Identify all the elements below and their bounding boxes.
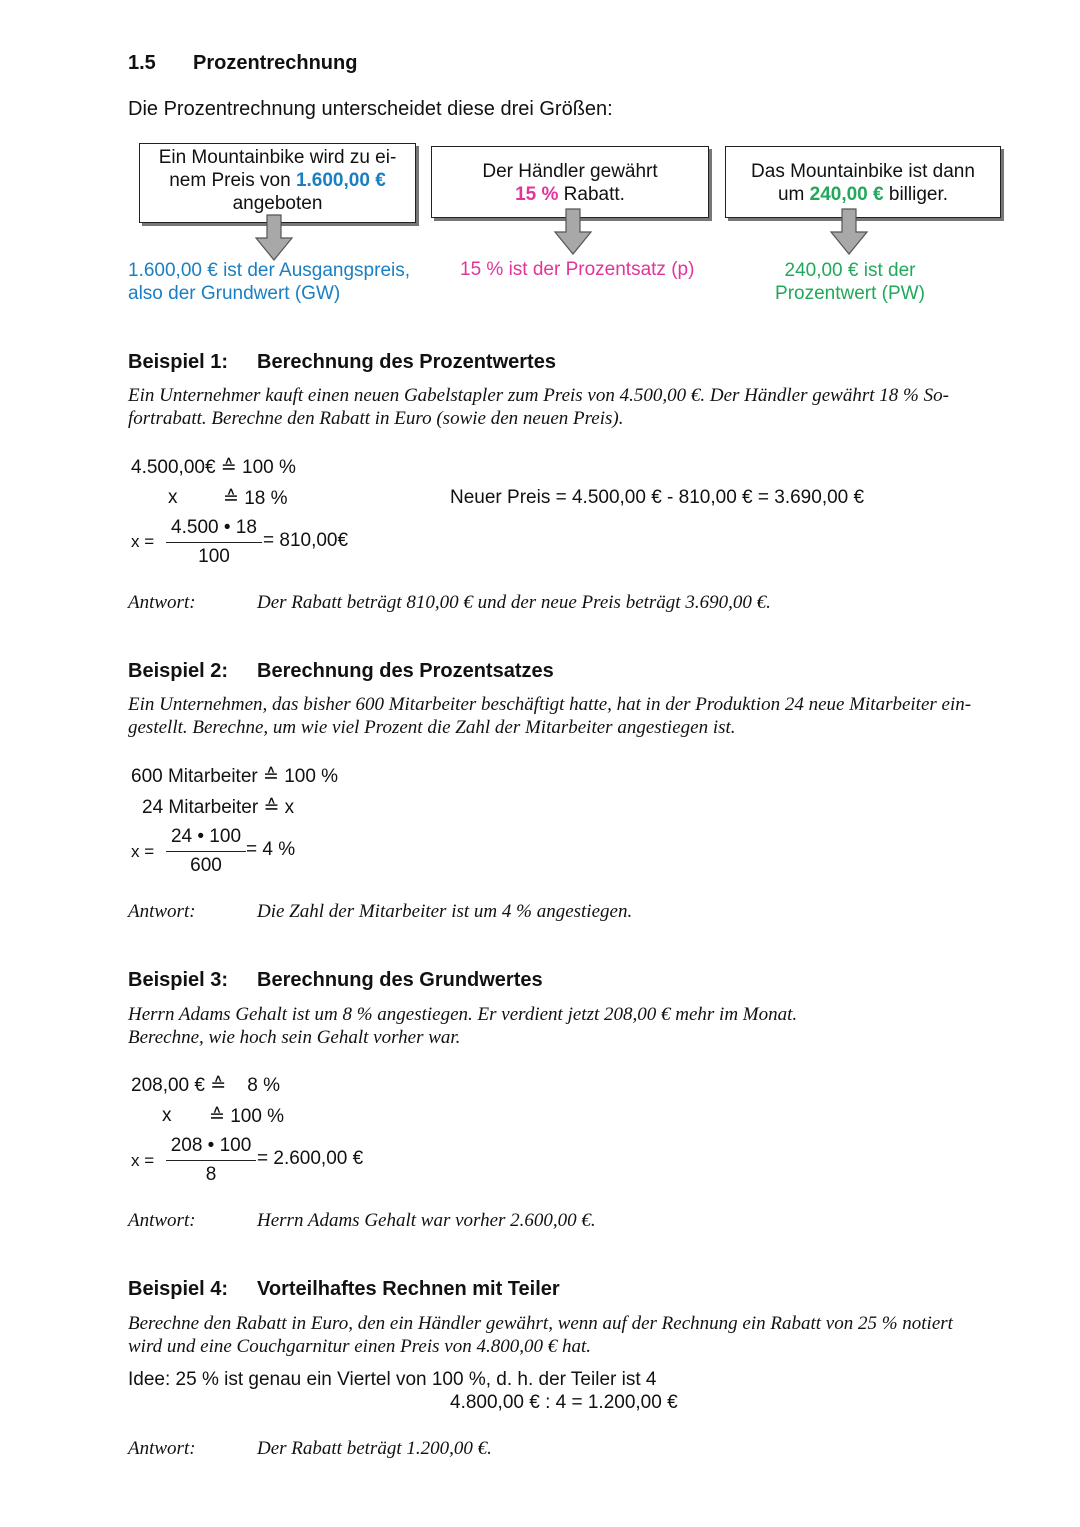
box2-line1: Der Händler gewährt	[482, 161, 658, 182]
ex2-proportion-row1: 600 Mitarbeiter ≙ 100 %	[131, 766, 339, 787]
ex1-proportion-row2: ≙ 18 %	[223, 488, 288, 509]
ex1-fraction-line	[166, 542, 262, 543]
prozentsatz-label: 15 % ist der Prozentsatz (p)	[460, 259, 695, 280]
example3-label: Beispiel 3:	[128, 969, 229, 991]
grundwert-label-line1: 1.600,00 € ist der Ausgangspreis,	[128, 260, 411, 281]
example1-title: Berechnung des Prozentwertes	[257, 351, 556, 373]
ex4-idea: Idee: 25 % ist genau ein Viertel von 100 %, d. h. der Teiler ist 4	[128, 1369, 657, 1390]
box1-line3: angeboten	[232, 193, 323, 214]
ex2-proportion-row2: 24 Mitarbeiter ≙ x	[142, 797, 295, 818]
example1-text	[128, 384, 949, 430]
example2-text-line2: gestellt. Berechne, um wie viel Prozent die Zahl der Mitarbeiter angestiegen ist.	[128, 717, 736, 738]
box3-line2-post: billiger.	[883, 184, 949, 205]
example2-text-line1: Ein Unternehmen, das bisher 600 Mitarbeiter beschäftigt hatte, hat in der Produktion 24 neue Mitarbeiter ein-	[128, 694, 972, 715]
box1-line2-text: nem Preis von	[169, 170, 296, 191]
ex2-x-equals: x =	[131, 842, 155, 861]
grundwert-label-line2: also der Grundwert (GW)	[128, 283, 341, 304]
example4-text-line2: wird und eine Couchgarnitur einen Preis von 4.800,00 € hat.	[128, 1336, 591, 1357]
example1-text-line2: fortrabatt. Berechne den Rabatt in Euro (sowie den neuen Preis).	[128, 408, 624, 429]
down-arrow-icon	[254, 214, 294, 262]
example1-text-line1: Ein Unternehmer kauft einen neuen Gabelstapler zum Preis von 4.500,00 €. Der Händler gewährt 18 % So-	[128, 385, 949, 406]
ex2-fraction-line	[166, 851, 246, 852]
box2-rate-highlight: 15 %	[515, 184, 559, 205]
example4-label: Beispiel 4:	[128, 1278, 229, 1300]
page-title: Prozentrechnung	[193, 52, 358, 74]
ex4-calculation: 4.800,00 € : 4 = 1.200,00 €	[450, 1392, 678, 1413]
ex3-answer: Herrn Adams Gehalt war vorher 2.600,00 €.	[257, 1210, 596, 1231]
ex3-x-equals: x =	[131, 1151, 155, 1170]
box1-line1: Ein Mountainbike wird zu ei-	[158, 147, 397, 168]
ex1-x-equals: x =	[131, 532, 155, 551]
ex3-answer-label: Antwort:	[128, 1210, 196, 1231]
example2-label: Beispiel 2:	[128, 660, 229, 682]
example3-text-line1: Herrn Adams Gehalt ist um 8 % angestiegen. Er verdient jetzt 208,00 € mehr im Monat.	[128, 1004, 798, 1025]
box3-value-highlight: 240,00 €	[809, 184, 884, 205]
prozentwert-label-line1: 240,00 € ist der	[784, 260, 916, 281]
prozentwert-label	[771, 259, 929, 305]
ex1-numerator: 4.500 • 18	[171, 517, 257, 538]
ex3-denominator: 8	[205, 1164, 217, 1185]
box2-line2-text: Rabatt.	[558, 184, 625, 205]
ex2-result: = 4 %	[246, 839, 296, 860]
ex4-answer: Der Rabatt beträgt 1.200,00 €.	[257, 1438, 492, 1459]
ex2-denominator: 600	[190, 855, 222, 876]
ex1-denominator: 100	[198, 546, 230, 567]
ex2-answer-label: Antwort:	[128, 901, 196, 922]
box1-line2	[140, 169, 415, 192]
ex4-answer-label: Antwort:	[128, 1438, 196, 1459]
example3-text	[128, 1003, 797, 1049]
down-arrow-icon	[553, 208, 593, 256]
box2-line2	[432, 183, 708, 206]
box3-line2-pre: um	[777, 184, 810, 205]
ex3-result: = 2.600,00 €	[257, 1148, 364, 1169]
section-number: 1.5	[128, 52, 156, 74]
ex1-answer: Der Rabatt beträgt 810,00 € und der neue Preis beträgt 3.690,00 €.	[257, 592, 771, 613]
ex3-proportion-row1: 208,00 € ≙ 8 %	[131, 1075, 281, 1096]
example2-text	[128, 693, 971, 739]
example3-title: Berechnung des Grundwertes	[257, 969, 543, 991]
box3-line2	[726, 183, 1000, 206]
ex1-answer-label: Antwort:	[128, 592, 196, 613]
grundwert-label	[128, 259, 410, 305]
ex3-fraction-line	[166, 1160, 256, 1161]
example4-text	[128, 1312, 953, 1358]
box1-price-highlight: 1.600,00 €	[295, 170, 386, 191]
example2-title: Berechnung des Prozentsatzes	[257, 660, 554, 682]
ex3-proportion-row2: ≙ 100 %	[209, 1106, 285, 1127]
intro-text: Die Prozentrechnung unterscheidet diese drei Größen:	[128, 98, 613, 120]
example1-label: Beispiel 1:	[128, 351, 229, 373]
box3-line1: Das Mountainbike ist dann	[751, 161, 975, 182]
ex1-result: = 810,00€	[263, 530, 349, 551]
info-box-price	[139, 143, 416, 223]
example3-text-line2: Berechne, wie hoch sein Gehalt vorher war.	[128, 1027, 461, 1048]
ex2-numerator: 24 • 100	[170, 826, 242, 847]
prozentwert-label-line2: Prozentwert (PW)	[775, 283, 925, 304]
ex1-new-price: Neuer Preis = 4.500,00 € - 810,00 € = 3.690,00 €	[450, 487, 865, 508]
ex3-proportion-row2-x: x	[162, 1105, 172, 1126]
down-arrow-icon	[829, 208, 869, 256]
ex1-proportion-row2-x: x	[168, 487, 178, 508]
example4-title: Vorteilhaftes Rechnen mit Teiler	[257, 1278, 560, 1300]
example4-text-line1: Berechne den Rabatt in Euro, den ein Händler gewährt, wenn auf der Rechnung ein Rabatt von 25 % notiert	[128, 1313, 953, 1334]
ex3-numerator: 208 • 100	[170, 1135, 252, 1156]
ex2-answer: Die Zahl der Mitarbeiter ist um 4 % angestiegen.	[257, 901, 633, 922]
ex1-proportion-row1: 4.500,00€ ≙ 100 %	[131, 457, 296, 478]
